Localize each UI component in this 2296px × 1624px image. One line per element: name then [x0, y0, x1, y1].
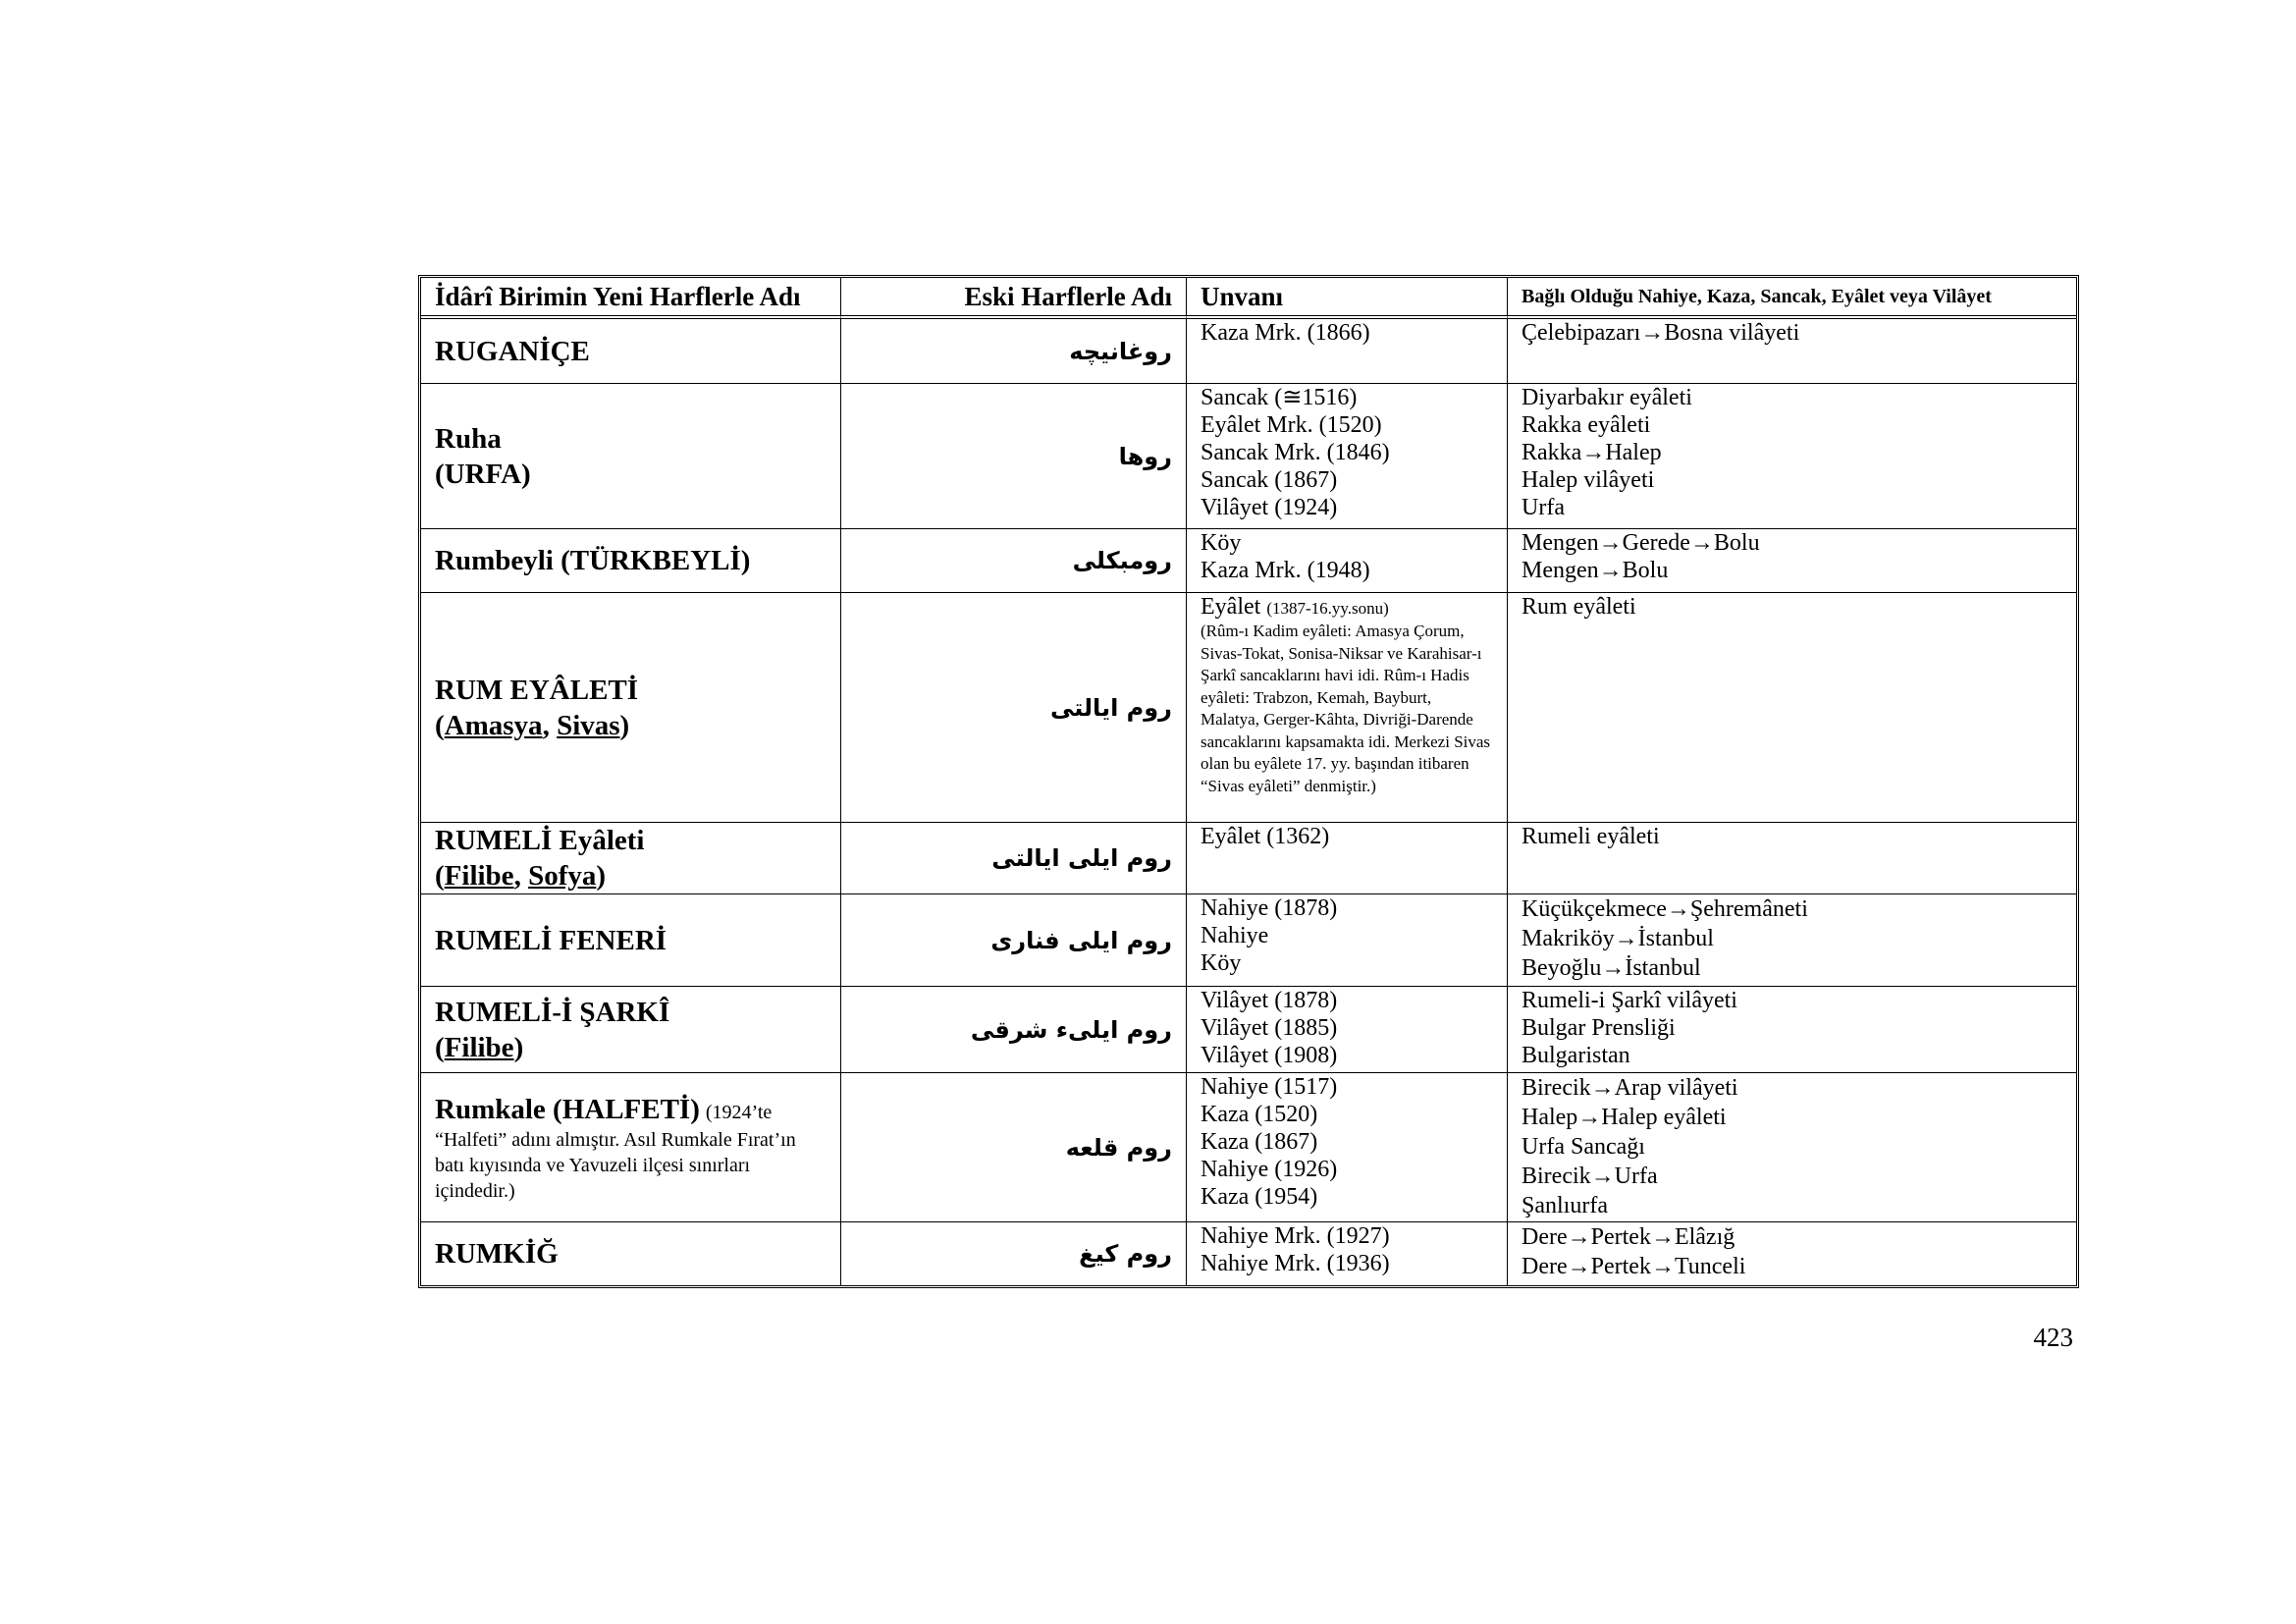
title-line: Nahiye (1878) — [1201, 895, 1338, 921]
table-row — [421, 1222, 2076, 1285]
linked-cell — [1508, 593, 2076, 823]
new-name: RUGANİÇE — [435, 335, 590, 367]
linked-line: Mengen→Gerede→Bolu — [1522, 530, 1760, 556]
title-line: Köy — [1201, 530, 1242, 556]
new-name-block — [435, 1092, 827, 1127]
linked-line: Urfa Sancağı — [1522, 1134, 1645, 1160]
title-cell — [1187, 529, 1508, 593]
title-cell — [1187, 593, 1508, 823]
title-line: Kaza (1520) — [1201, 1102, 1318, 1127]
new-name-note-text: “Halfeti” adını almıştır. Asıl Rumkale Fırat’ın batı kıyısında ve Yavuzeli ilçesi sınırları içindedir.) — [435, 1128, 796, 1202]
linked-line: Rakka eyâleti — [1522, 412, 1651, 438]
old-name: روم قلعه — [841, 1073, 1187, 1222]
city-link: Amasya — [444, 709, 543, 741]
title-line: Nahiye (1926) — [1201, 1157, 1338, 1182]
linked-line: Birecik→Arap vilâyeti — [1522, 1075, 1738, 1101]
title-line: Nahiye Mrk. (1927) — [1201, 1223, 1390, 1249]
new-name: Rumkale (HALFETİ) — [435, 1093, 700, 1125]
old-name: روم ايلى ايالتى — [841, 823, 1187, 894]
new-name: RUMELİ Eyâleti — [435, 825, 645, 856]
title-line: Kaza (1867) — [1201, 1129, 1318, 1155]
table-row — [421, 823, 2076, 894]
linked-line: Mengen→Bolu — [1522, 558, 1669, 583]
title-line: Vilâyet (1878) — [1201, 988, 1338, 1013]
header-new-name: İdârî Birimin Yeni Harflerle Adı — [421, 278, 841, 319]
title-line: Sancak (≅1516) — [1201, 385, 1358, 410]
linked-cell — [1508, 384, 2076, 529]
title-cell — [1187, 319, 1508, 384]
title-line: Eyâlet (1387-16.yy.sonu) — [1201, 594, 1389, 620]
old-name: روم ايلى فنارى — [841, 894, 1187, 987]
old-name: رومبكلى — [841, 529, 1187, 593]
table-row — [421, 593, 2076, 823]
new-name: Ruha — [435, 422, 502, 455]
linked-line: Şanlıurfa — [1522, 1193, 1608, 1218]
table-header-row — [421, 278, 2076, 319]
title-cell — [1187, 894, 1508, 987]
title-line: Eyâlet (1362) — [1201, 824, 1330, 849]
table-row — [421, 1073, 2076, 1222]
linked-line: Rakka→Halep — [1522, 440, 1662, 465]
title-line: Vilâyet (1924) — [1201, 495, 1338, 520]
new-name-cities: (Filibe, Sofya) — [435, 860, 607, 892]
linked-line: Makriköy→İstanbul — [1522, 926, 1714, 951]
city-link: Filibe — [444, 860, 514, 892]
linked-cell — [1508, 319, 2076, 384]
linked-line: Rumeli eyâleti — [1522, 824, 1660, 849]
linked-line: Rumeli-i Şarkî vilâyeti — [1522, 988, 1737, 1013]
old-name: روم كيغ — [841, 1222, 1187, 1285]
title-line: Sancak (1867) — [1201, 467, 1338, 493]
linked-line: Bulgaristan — [1522, 1043, 1630, 1068]
city-link: Sivas — [557, 709, 620, 741]
linked-line: Dere→Pertek→Tunceli — [1522, 1254, 1746, 1279]
linked-line: Dere→Pertek→Elâzığ — [1522, 1224, 1735, 1250]
title-line: Kaza Mrk. (1866) — [1201, 320, 1370, 346]
title-line: Sancak Mrk. (1846) — [1201, 440, 1390, 465]
title-cell — [1187, 384, 1508, 529]
title-line: Kaza Mrk. (1948) — [1201, 558, 1370, 583]
old-name: روم ايلىء شرقى — [841, 987, 1187, 1073]
title-line: Köy — [1201, 950, 1242, 976]
linked-line: Rum eyâleti — [1522, 594, 1636, 620]
table-row — [421, 384, 2076, 529]
linked-line: Birecik→Urfa — [1522, 1164, 1658, 1189]
new-name: RUMELİ FENERİ — [435, 924, 667, 956]
new-name-note: (1924’te — [705, 1101, 773, 1123]
title-line: Vilâyet (1885) — [1201, 1015, 1338, 1041]
linked-cell — [1508, 529, 2076, 593]
new-name-cities: (Filibe) — [435, 1031, 524, 1063]
title-line: Nahiye Mrk. (1936) — [1201, 1251, 1390, 1276]
old-name: روغانيچه — [841, 319, 1187, 384]
linked-line: Urfa — [1522, 495, 1565, 520]
linked-line: Beyoğlu→İstanbul — [1522, 955, 1701, 981]
title-cell — [1187, 987, 1508, 1073]
linked-line: Bulgar Prensliği — [1522, 1015, 1676, 1041]
new-name: RUM EYÂLETİ — [435, 674, 639, 706]
new-name-modern: (URFA) — [435, 458, 531, 490]
title-line: Vilâyet (1908) — [1201, 1043, 1338, 1068]
title-cell — [1187, 823, 1508, 894]
header-title: Unvanı — [1187, 278, 1508, 319]
new-name-cities: (Amasya, Sivas) — [435, 709, 630, 741]
linked-cell — [1508, 1073, 2076, 1222]
city-link: Sofya — [528, 860, 597, 892]
new-name: Rumbeyli (TÜRKBEYLİ) — [435, 545, 751, 576]
page-number: 423 — [2033, 1323, 2073, 1352]
title-cell — [1187, 1073, 1508, 1222]
linked-line: Halep vilâyeti — [1522, 467, 1655, 493]
table-row — [421, 319, 2076, 384]
table-row — [421, 987, 2076, 1073]
title-line: Nahiye — [1201, 923, 1269, 948]
new-name: RUMKİĞ — [435, 1238, 559, 1270]
title-line: Kaza (1954) — [1201, 1184, 1318, 1210]
linked-cell — [1508, 894, 2076, 987]
administrative-units-table — [418, 275, 2079, 1288]
title-line: Eyâlet Mrk. (1520) — [1201, 412, 1382, 438]
title-cell — [1187, 1222, 1508, 1285]
linked-line: Çelebipazarı→Bosna vilâyeti — [1522, 320, 1800, 346]
table-row — [421, 894, 2076, 987]
title-line: Nahiye (1517) — [1201, 1074, 1338, 1100]
linked-line: Halep→Halep eyâleti — [1522, 1105, 1727, 1130]
linked-cell — [1508, 987, 2076, 1073]
old-name: روم ايالتى — [841, 593, 1187, 823]
header-linked-unit: Bağlı Olduğu Nahiye, Kaza, Sancak, Eyâlet veya Vilâyet — [1508, 278, 2076, 319]
old-name: روها — [841, 384, 1187, 529]
header-old-name: Eski Harflerle Adı — [841, 278, 1187, 319]
linked-cell — [1508, 823, 2076, 894]
linked-line: Küçükçekmece→Şehremâneti — [1522, 896, 1808, 922]
new-name: RUMELİ-İ ŞARKÎ — [435, 996, 670, 1028]
table-row — [421, 529, 2076, 593]
city-link: Filibe — [444, 1031, 514, 1063]
linked-line: Diyarbakır eyâleti — [1522, 385, 1692, 410]
linked-cell — [1508, 1222, 2076, 1285]
title-note: (Rûm-ı Kadim eyâleti: Amasya Çorum, Sivas-Tokat, Sonisa-Niksar ve Karahisar-ı Şarkî sancaklarını havi idi. Rûm-ı Hadis eyâleti: Trabzon, Kemah, Bayburt, Malatya, Gerger-Kâhta, Divriği-Darende sancaklarını kapsamakta idi. Merkezi Sivas olan bu eyâlete 17. yy. başından itibaren “Sivas eyâleti” denmiştir.) — [1201, 622, 1491, 795]
